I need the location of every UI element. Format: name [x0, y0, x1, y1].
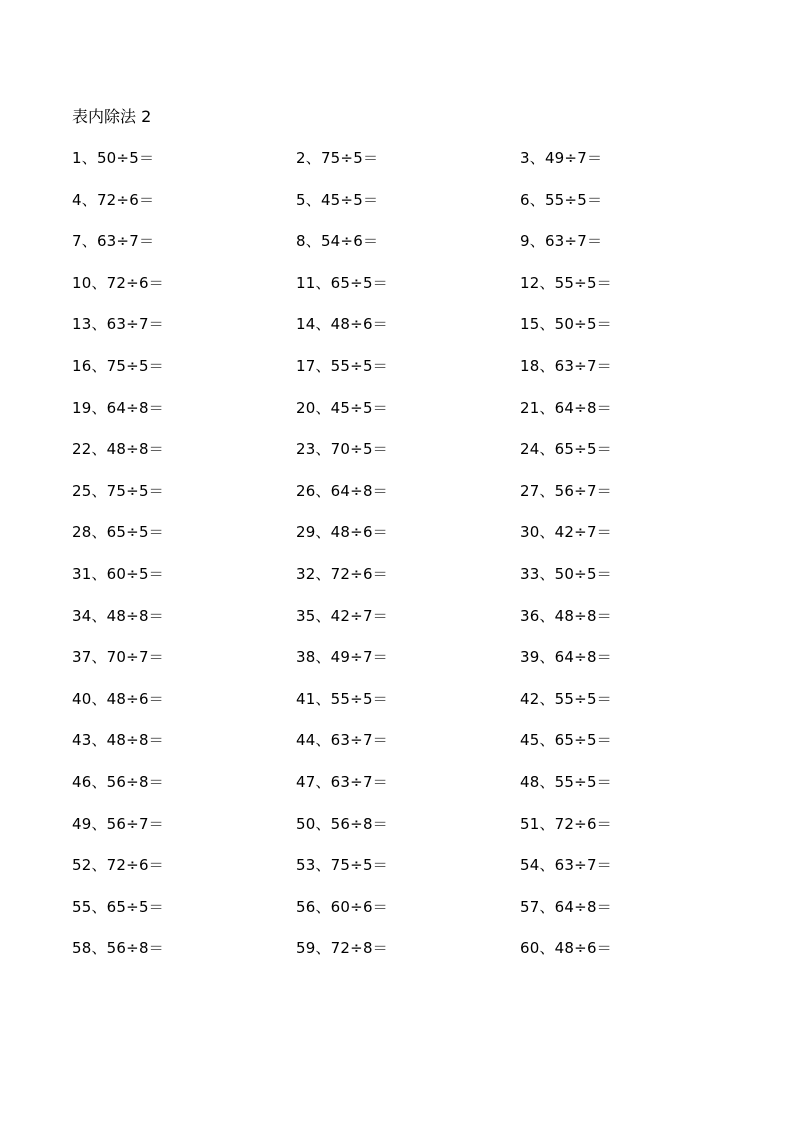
- division-problem: 23、70÷5＝: [296, 440, 388, 459]
- division-problem: 55、65÷5＝: [72, 897, 164, 916]
- division-problem: 37、70÷7＝: [72, 648, 164, 667]
- division-problem: 32、72÷6＝: [296, 564, 388, 583]
- division-problem: 14、48÷6＝: [296, 315, 388, 334]
- division-problem: 29、48÷6＝: [296, 523, 388, 542]
- division-problem: 44、63÷7＝: [296, 731, 388, 750]
- division-problem: 26、64÷8＝: [296, 481, 388, 500]
- division-problem: 49、56÷7＝: [72, 814, 164, 833]
- division-problem: 40、48÷6＝: [72, 689, 164, 708]
- division-problem: 58、56÷8＝: [72, 939, 164, 958]
- division-problem: 50、56÷8＝: [296, 814, 388, 833]
- division-problem: 11、65÷5＝: [296, 273, 388, 292]
- division-problem: 27、56÷7＝: [520, 481, 612, 500]
- division-problem: 52、72÷6＝: [72, 856, 164, 875]
- division-problem: 5、45÷5＝: [296, 190, 379, 209]
- problem-grid: [72, 147, 744, 979]
- division-problem: 60、48÷6＝: [520, 939, 612, 958]
- division-problem: 20、45÷5＝: [296, 398, 388, 417]
- division-problem: 54、63÷7＝: [520, 856, 612, 875]
- division-problem: 39、64÷8＝: [520, 648, 612, 667]
- division-problem: 7、63÷7＝: [72, 232, 155, 251]
- division-problem: 46、56÷8＝: [72, 772, 164, 791]
- division-problem: 9、63÷7＝: [520, 232, 603, 251]
- worksheet-title: 表内除法 2: [72, 107, 152, 126]
- division-problem: 25、75÷5＝: [72, 481, 164, 500]
- division-problem: 56、60÷6＝: [296, 897, 388, 916]
- division-problem: 53、75÷5＝: [296, 856, 388, 875]
- division-problem: 13、63÷7＝: [72, 315, 164, 334]
- division-problem: 47、63÷7＝: [296, 772, 388, 791]
- division-problem: 10、72÷6＝: [72, 273, 164, 292]
- division-problem: 6、55÷5＝: [520, 190, 603, 209]
- division-problem: 36、48÷8＝: [520, 606, 612, 625]
- division-problem: 22、48÷8＝: [72, 440, 164, 459]
- division-problem: 42、55÷5＝: [520, 689, 612, 708]
- division-problem: 12、55÷5＝: [520, 273, 612, 292]
- division-problem: 38、49÷7＝: [296, 648, 388, 667]
- division-problem: 17、55÷5＝: [296, 356, 388, 375]
- division-problem: 18、63÷7＝: [520, 356, 612, 375]
- division-problem: 45、65÷5＝: [520, 731, 612, 750]
- division-problem: 16、75÷5＝: [72, 356, 164, 375]
- division-problem: 8、54÷6＝: [296, 232, 379, 251]
- division-problem: 2、75÷5＝: [296, 149, 379, 167]
- division-problem: 48、55÷5＝: [520, 772, 612, 791]
- division-problem: 34、48÷8＝: [72, 606, 164, 625]
- division-problem: 31、60÷5＝: [72, 564, 164, 583]
- division-problem: 59、72÷8＝: [296, 939, 388, 958]
- division-problem: 4、72÷6＝: [72, 190, 155, 209]
- division-problem: 24、65÷5＝: [520, 440, 612, 459]
- division-problem: 19、64÷8＝: [72, 398, 164, 417]
- division-problem: 51、72÷6＝: [520, 814, 612, 833]
- division-problem: 3、49÷7＝: [520, 149, 603, 167]
- division-problem: 35、42÷7＝: [296, 606, 388, 625]
- division-problem: 41、55÷5＝: [296, 689, 388, 708]
- division-problem: 15、50÷5＝: [520, 315, 612, 334]
- division-problem: 21、64÷8＝: [520, 398, 612, 417]
- division-problem: 30、42÷7＝: [520, 523, 612, 542]
- division-problem: 28、65÷5＝: [72, 523, 164, 542]
- division-problem: 1、50÷5＝: [72, 149, 155, 167]
- division-problem: 43、48÷8＝: [72, 731, 164, 750]
- division-problem: 57、64÷8＝: [520, 897, 612, 916]
- division-problem: 33、50÷5＝: [520, 564, 612, 583]
